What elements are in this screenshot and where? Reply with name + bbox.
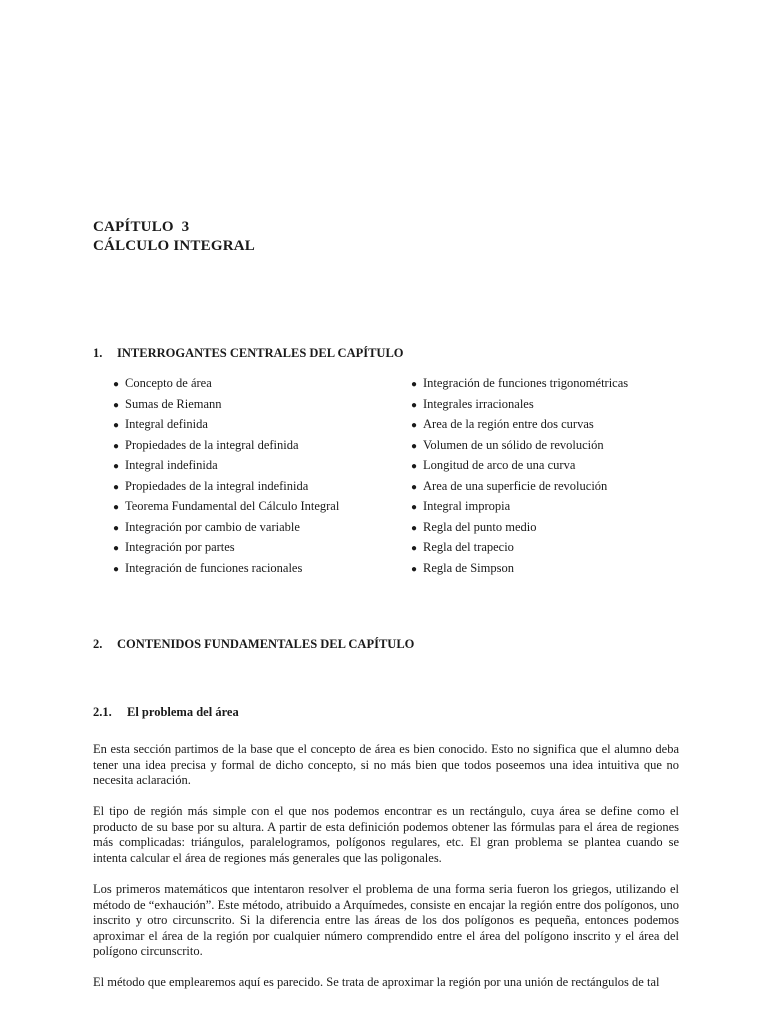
list-item: ● Integral impropia (411, 496, 628, 517)
bullet-icon: ● (411, 440, 418, 452)
bullet-icon: ● (411, 399, 418, 411)
bullet-icon: ● (411, 563, 418, 575)
list-item: ● Integración de funciones trigonométricas (411, 373, 628, 394)
subsection-2-1-title: El problema del área (127, 705, 239, 719)
bullet-icon: ● (113, 563, 120, 575)
section-2-title: CONTENIDOS FUNDAMENTALES DEL CAPÍTULO (117, 637, 415, 651)
bullet-icon: ● (411, 461, 418, 472)
list-item: ● Integración por cambio de variable (113, 517, 339, 538)
topics-list-left (113, 373, 339, 578)
paragraph-1: En esta sección partimos de la base que el concepto de área es bien conocido. Esto no significa que el alumno deba tener una idea precisa y formal de dicho concepto, si no más bien que todos poseemos una idea intuitiva que no necesita aclaración. (93, 742, 679, 788)
chapter-number: CAPÍTULO 3 (93, 219, 190, 235)
bullet-icon: ● (113, 522, 120, 534)
chapter-heading (93, 218, 255, 256)
list-item: ● Regla del trapecio (411, 537, 628, 558)
bullet-icon: ● (411, 481, 418, 493)
list-item: ● Sumas de Riemann (113, 394, 339, 415)
bullet-icon: ● (113, 543, 120, 554)
bullet-icon: ● (113, 440, 120, 452)
list-item: ● Regla de Simpson (411, 558, 628, 579)
section-1-heading (93, 345, 404, 361)
bullet-icon: ● (411, 502, 418, 513)
list-item: ● Integración de funciones racionales (113, 558, 339, 579)
section-2-heading (93, 636, 414, 652)
bullet-icon: ● (113, 420, 120, 431)
list-item: ● Propiedades de la integral definida (113, 435, 339, 456)
list-item: ● Integrales irracionales (411, 394, 628, 415)
bullet-icon: ● (411, 420, 418, 431)
section-2-number: 2. (93, 637, 103, 651)
list-item: ● Regla del punto medio (411, 517, 628, 538)
topics-list-right (411, 373, 628, 578)
bullet-icon: ● (113, 481, 120, 493)
bullet-icon: ● (411, 379, 418, 390)
bullet-icon: ● (113, 379, 120, 390)
bullet-icon: ● (113, 461, 120, 472)
list-item: ● Longitud de arco de una curva (411, 455, 628, 476)
bullet-icon: ● (113, 399, 120, 411)
section-1-number: 1. (93, 346, 103, 360)
chapter-title: CÁLCULO INTEGRAL (93, 238, 255, 254)
paragraph-4: El método que emplearemos aquí es parecido. Se trata de aproximar la región por una unión de rectángulos de tal (93, 975, 660, 989)
list-item: ● Volumen de un sólido de revolución (411, 435, 628, 456)
paragraph-2: El tipo de región más simple con el que nos podemos encontrar es un rectángulo, cuya área se define como el producto de su base por su altura. A partir de esta definición podemos obtener las fórmulas para el área de regiones más complicadas: triángulos, paralelogramos, polígonos regulares, etc. El gran problema se plantea cuando se intenta calcular el área de regiones más generales que las poligonales. (93, 804, 679, 865)
paragraph-3: Los primeros matemáticos que intentaron resolver el problema de una forma seria fueron los griegos, utilizando el método de “exhaución”. Este método, atribuido a Arquímedes, consiste en encajar la región entre dos polígonos, uno inscrito y otro circunscrito. Si la diferencia entre las áreas de los dos polígonos es pequeña, entonces podemos aproximar el área de la región por cualquier número comprendido entre el área del polígono inscrito y el área del polígono circunscrito. (93, 882, 679, 959)
section-1-title: INTERROGANTES CENTRALES DEL CAPÍTULO (117, 346, 404, 360)
bullet-icon: ● (411, 522, 418, 534)
list-item: ● Integral definida (113, 414, 339, 435)
bullet-icon: ● (113, 502, 120, 513)
bullet-icon: ● (411, 543, 418, 554)
list-item: ● Integral indefinida (113, 455, 339, 476)
list-item: ● Propiedades de la integral indefinida (113, 476, 339, 497)
subsection-2-1-number: 2.1. (93, 705, 112, 719)
list-item: ● Teorema Fundamental del Cálculo Integral (113, 496, 339, 517)
list-item: ● Concepto de área (113, 373, 339, 394)
list-item: ● Area de la región entre dos curvas (411, 414, 628, 435)
subsection-2-1-heading (93, 704, 239, 720)
list-item: ● Area de una superficie de revolución (411, 476, 628, 497)
list-item: ● Integración por partes (113, 537, 339, 558)
